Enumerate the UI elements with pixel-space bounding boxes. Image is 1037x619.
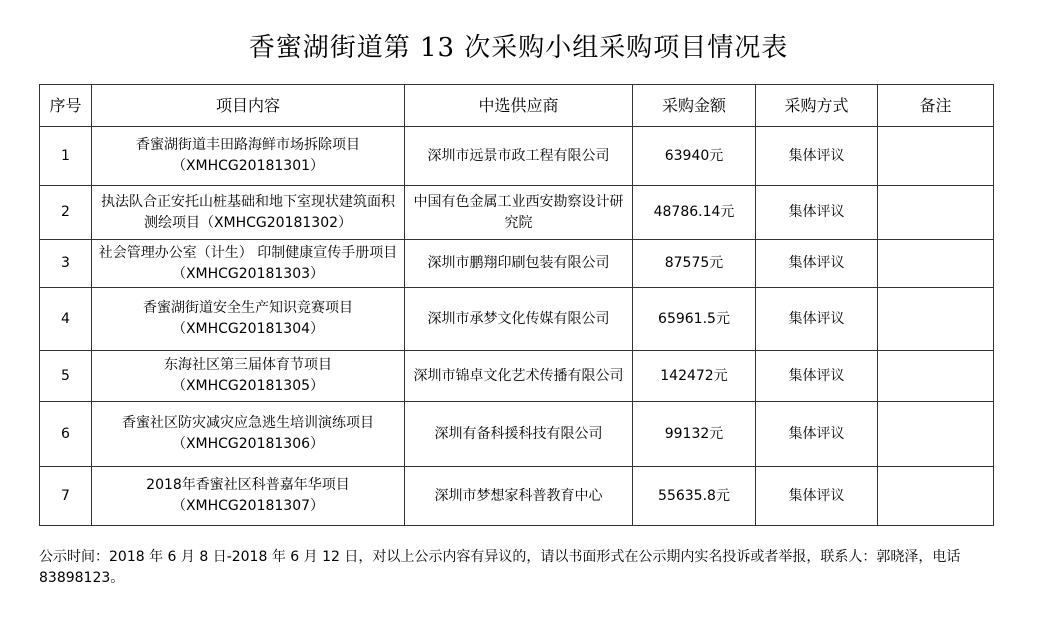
project-name: 社会管理办公室（计生） 印制健康宣传手册项目 (98, 244, 398, 261)
row-supplier: 深圳市承梦文化传媒有限公司 (405, 288, 633, 351)
project-code: （XMHCG20181302） (199, 214, 353, 231)
row-project (92, 288, 405, 351)
project-code: （XMHCG20181303） (171, 265, 325, 282)
row-index: 1 (40, 127, 92, 186)
row-amount: 48786.14元 (633, 186, 756, 240)
row-project (92, 351, 405, 402)
row-method: 集体评议 (756, 186, 878, 240)
project-code: （XMHCG20181306） (171, 436, 325, 452)
row-project (92, 467, 405, 526)
table-row (40, 467, 994, 526)
row-project (92, 186, 405, 240)
project-name: 香蜜湖街道丰田路海鲜市场拆除项目 (136, 137, 360, 153)
row-amount: 99132元 (633, 402, 756, 467)
row-method: 集体评议 (756, 288, 878, 351)
table-row (40, 127, 994, 186)
project-code: （XMHCG20181301） (171, 158, 325, 174)
project-code: （XMHCG20181305） (171, 378, 325, 394)
table-row (40, 402, 994, 467)
row-index: 4 (40, 288, 92, 351)
project-name: 东海社区第三届体育节项目 (164, 357, 332, 373)
header-project: 项目内容 (92, 85, 405, 127)
row-amount: 87575元 (633, 240, 756, 288)
row-remark (878, 351, 994, 402)
row-index: 6 (40, 402, 92, 467)
row-supplier: 深圳有备科援科技有限公司 (405, 402, 633, 467)
project-name: 执法队合正安托山桩基础和地下室现状建筑面积测绘项目 (101, 193, 395, 231)
row-method: 集体评议 (756, 240, 878, 288)
row-remark (878, 402, 994, 467)
project-name: 香蜜社区防灾减灾应急逃生培训演练项目 (122, 415, 374, 431)
table-row (40, 240, 994, 288)
project-name: 香蜜湖街道安全生产知识竞赛项目 (143, 300, 353, 316)
row-method: 集体评议 (756, 351, 878, 402)
row-amount: 142472元 (633, 351, 756, 402)
row-project (92, 402, 405, 467)
row-index: 3 (40, 240, 92, 288)
row-supplier: 中国有色金属工业西安勘察设计研究院 (405, 186, 633, 240)
table-row (40, 288, 994, 351)
row-amount: 65961.5元 (633, 288, 756, 351)
procurement-table (39, 84, 994, 526)
publicity-notice: 公示时间：2018 年 6 月 8 日-2018 年 6 月 12 日，对以上公示内容有异议的，请以书面形式在公示期内实名投诉或者举报，联系人：郭晓泽，电话 83898123。 (39, 549, 961, 586)
row-amount: 55635.8元 (633, 467, 756, 526)
row-supplier: 深圳市锦卓文化艺术传播有限公司 (405, 351, 633, 402)
row-remark (878, 467, 994, 526)
header-method: 采购方式 (756, 85, 878, 127)
row-remark (878, 186, 994, 240)
header-amount: 采购金额 (633, 85, 756, 127)
project-code: （XMHCG20181307） (171, 498, 325, 514)
project-code: （XMHCG20181304） (171, 321, 325, 337)
row-project (92, 127, 405, 186)
row-remark (878, 127, 994, 186)
project-name: 2018年香蜜社区科普嘉年华项目 (146, 477, 350, 493)
row-method: 集体评议 (756, 402, 878, 467)
row-amount: 63940元 (633, 127, 756, 186)
row-index: 5 (40, 351, 92, 402)
row-supplier: 深圳市鹏翔印刷包装有限公司 (405, 240, 633, 288)
row-method: 集体评议 (756, 127, 878, 186)
header-index: 序号 (40, 85, 92, 127)
header-supplier: 中选供应商 (405, 85, 633, 127)
table-header-row (40, 85, 994, 127)
page-title: 香蜜湖街道第 13 次采购小组采购项目情况表 (248, 33, 789, 63)
row-index: 7 (40, 467, 92, 526)
row-remark (878, 288, 994, 351)
row-method: 集体评议 (756, 467, 878, 526)
row-supplier: 深圳市远景市政工程有限公司 (405, 127, 633, 186)
row-index: 2 (40, 186, 92, 240)
row-remark (878, 240, 994, 288)
header-remark: 备注 (878, 85, 994, 127)
table-row (40, 351, 994, 402)
row-supplier: 深圳市梦想家科普教育中心 (405, 467, 633, 526)
row-project (92, 240, 405, 288)
table-row (40, 186, 994, 240)
